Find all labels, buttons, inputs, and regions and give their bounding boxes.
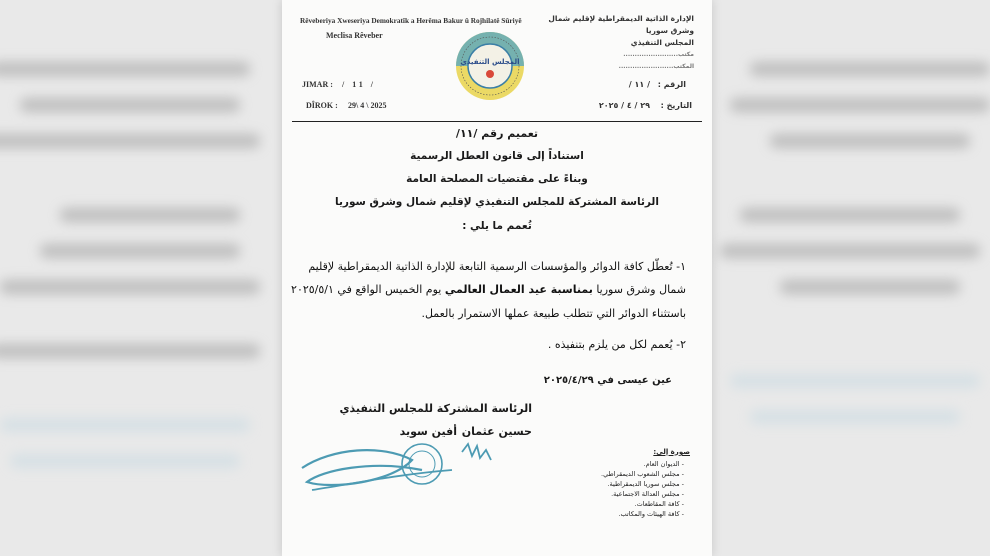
- tarikh-value: ٢٩ / ٤ / ٢٠٢٥: [598, 101, 650, 110]
- header-latin-council: Meclisa Rêveber: [326, 31, 383, 40]
- signature-name-2: حسين عثمان: [461, 425, 532, 438]
- header-arabic-line4: المكتب........................: [618, 63, 694, 70]
- cc-item: - مجلس الشعوب الديمقراطي.: [601, 470, 684, 478]
- basis-line-1: استناداً إلى قانون العطل الرسمية: [410, 150, 584, 162]
- cc-item: - الديوان العام.: [643, 460, 684, 468]
- header-arabic-council: المجلس التنفيذي: [630, 38, 694, 47]
- jimar-label: JIMAR :: [302, 80, 333, 89]
- item-1-line-2: [291, 283, 686, 296]
- basis-line-2: وبناءً على مقتضيات المصلحة العامة: [406, 173, 588, 185]
- official-seal-icon: [454, 30, 526, 102]
- signature-stamp-icon: [292, 430, 532, 510]
- item-1-line-2-bold: بمناسبة عيد العمال العالمي: [444, 283, 593, 296]
- tarikh-label: التاريخ :: [660, 101, 692, 110]
- header-arabic-line3: مكتب........................: [623, 51, 694, 58]
- dirok-label: DÎROK :: [306, 101, 338, 110]
- seal-text: المجلس التنفيذي: [460, 58, 520, 66]
- dirok-value: 29\ 4 \ 2025: [348, 101, 387, 110]
- place-date: عين عيسى في ٢٠٢٥/٤/٢٩: [543, 375, 672, 386]
- announcement-line: تُعمم ما يلي :: [462, 220, 532, 232]
- item-1-line-3: باستثناء الدوائر التي تتطلب طبيعة عملها الاستمرار بالعمل.: [421, 307, 686, 320]
- item-1-line-2-part-c: يوم الخميس الواقع في ٢٠٢٥/٥/١: [291, 283, 445, 296]
- header-arabic-title: الإدارة الذاتية الديمقراطية لإقليم شمال وشرق سوريا: [548, 14, 694, 35]
- item-1-line-1: ١- تُعطّل كافة الدوائر والمؤسسات الرسمية التابعة للإدارة الذاتية الديمقراطية لإقليم: [308, 260, 686, 273]
- issuer-line: الرئاسة المشتركة للمجلس التنفيذي لإقليم شمال وشرق سوريا: [335, 196, 659, 208]
- document-page: [282, 0, 712, 556]
- blurred-background-left: [0, 40, 280, 520]
- cc-item: - مجلس العدالة الاجتماعية.: [611, 490, 684, 498]
- signature-name-1: أفين سويد: [399, 425, 457, 438]
- cc-item: - مجلس سوريا الديمقراطية.: [607, 480, 684, 488]
- cc-title: صورة إلى:: [653, 448, 690, 456]
- jimar-value: / 11 /: [342, 80, 377, 89]
- header-arabic-block: [524, 13, 694, 73]
- raqm-label: الرقم :: [657, 80, 686, 89]
- circular-title: تعميم رقم /١١/: [455, 127, 539, 140]
- header-divider: [292, 121, 702, 122]
- raqm-value: / ١١ /: [628, 80, 650, 89]
- header-latin-title: Rêveberiya Xweseriya Demokratîk a Herêma Bakur û Rojhilatê Sûriyê: [300, 16, 522, 25]
- cc-item: - كافة المقاطعات.: [634, 500, 684, 508]
- item-1-line-2-part-a: شمال وشرق سوريا: [592, 283, 686, 296]
- item-2: ٢- يُعمم لكل من يلزم بتنفيذه .: [547, 338, 686, 351]
- cc-item: - كافة الهيئات والمكاتب.: [618, 510, 684, 518]
- signature-title: الرئاسة المشتركة للمجلس التنفيذي: [339, 402, 532, 415]
- blurred-background-right: [710, 40, 990, 520]
